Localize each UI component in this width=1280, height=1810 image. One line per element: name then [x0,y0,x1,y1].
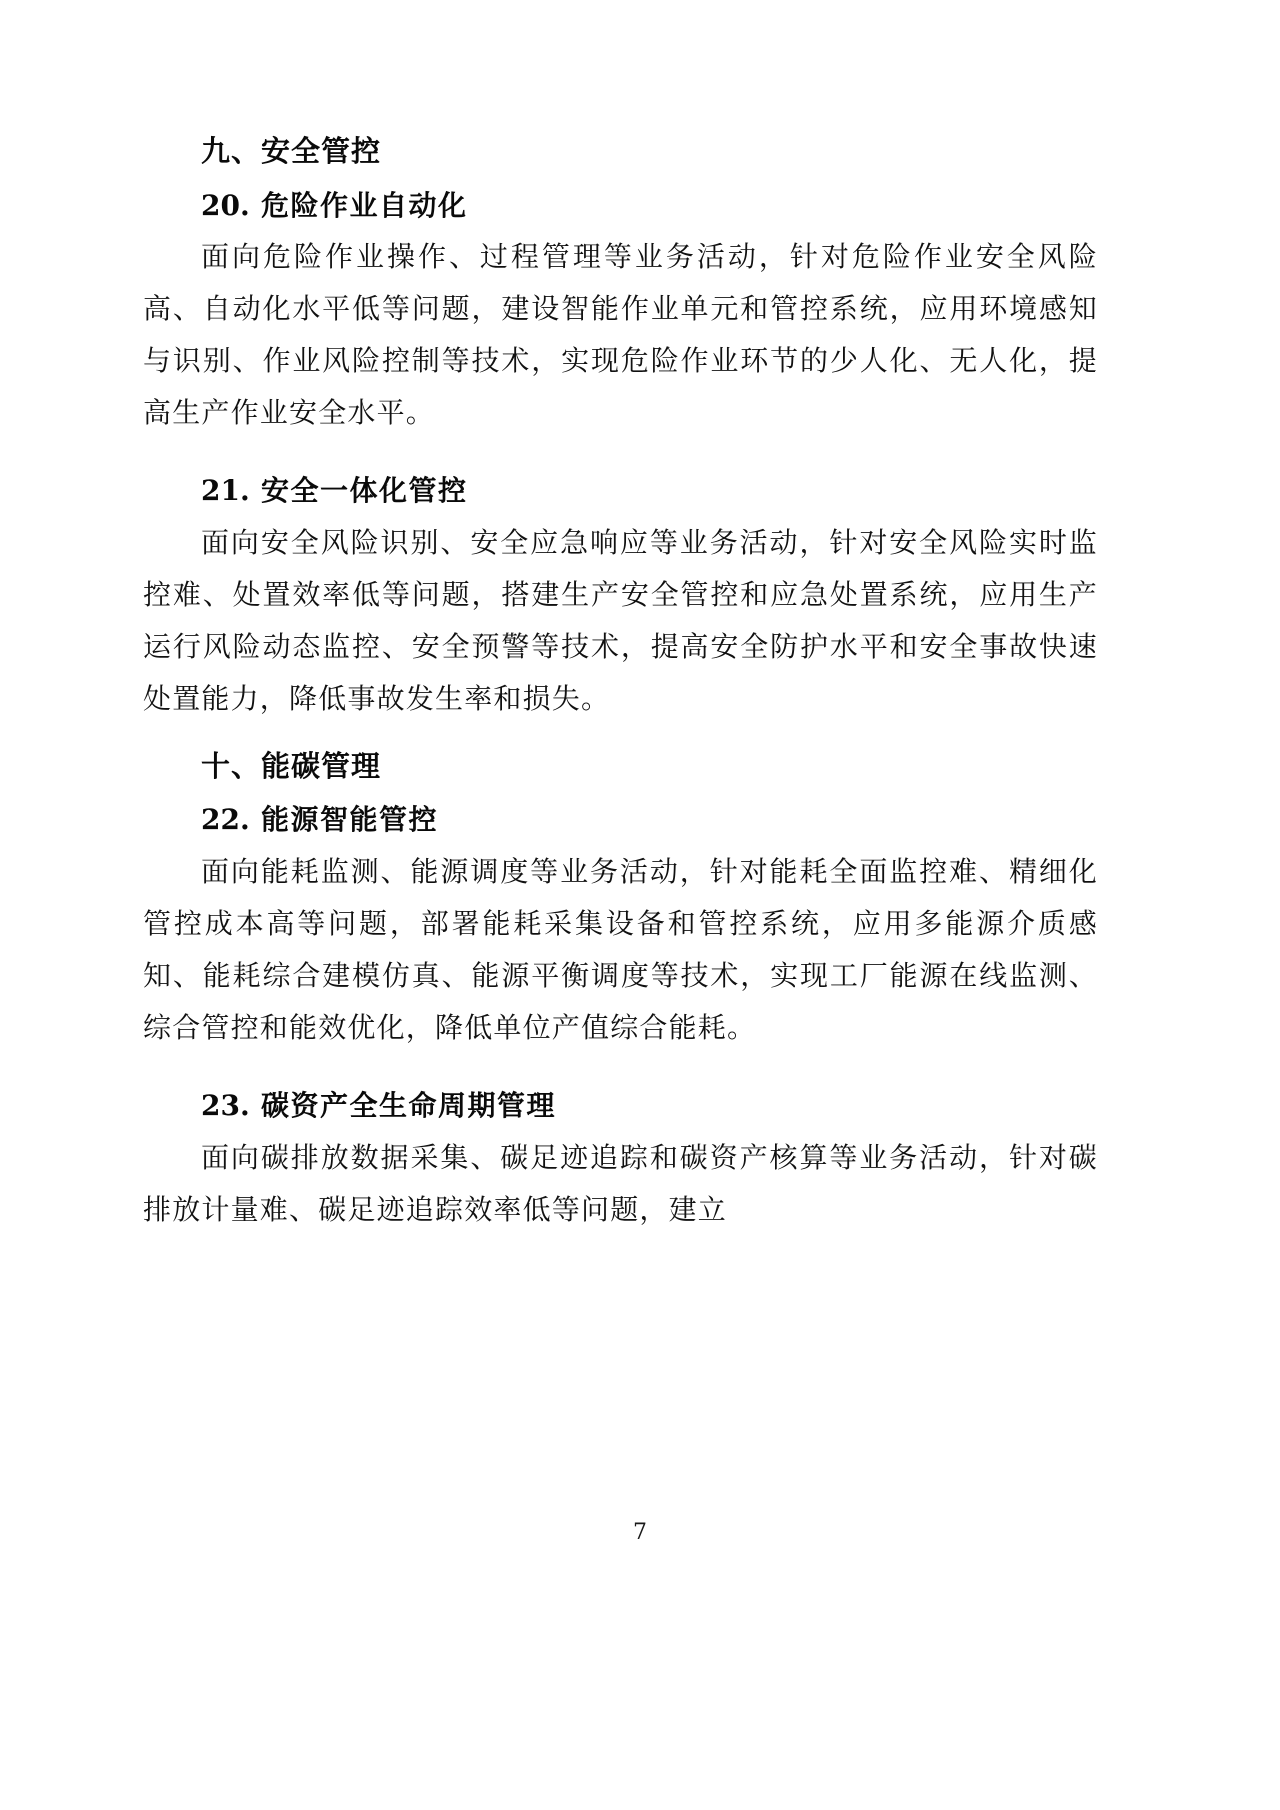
item-title-21: 安全一体化管控 [260,474,468,508]
paragraph-spacer [143,445,1098,459]
item-body-23: 面向碳排放数据采集、碳足迹追踪和碳资产核算等业务活动，针对碳排放计量难、碳足迹追踪效率低等问题，建立 [143,1140,1098,1226]
item-title-23: 碳资产全生命周期管理 [260,1089,556,1123]
item-body-22: 面向能耗监测、能源调度等业务活动，针对能耗全面监控难、精细化管控成本高等问题，部署能耗采集设备和管控系统，应用多能源介质感知、能耗综合建模仿真、能源平衡调度等技术，实现工厂能源在线监测、综合管控和能效优化，降低单位产值综合能耗。 [143,854,1098,1045]
item-heading-21 [143,469,1098,512]
item-number-22: 22. [201,803,250,837]
section-heading-safety-control: 九、安全管控 [201,134,382,168]
section-heading-energy-carbon-management: 十、能碳管理 [201,748,382,783]
item-title-20: 危险作业自动化 [260,188,468,222]
paragraph-spacer [143,1060,1098,1074]
page-number: 7 [633,1520,647,1545]
item-heading-22 [143,798,1098,841]
item-number-20: 20. [201,188,250,222]
item-heading-20 [143,184,1098,227]
item-heading-23 [143,1084,1098,1127]
page-content [143,130,1098,1242]
paragraph-spacer [143,731,1098,745]
item-body-21: 面向安全风险识别、安全应急响应等业务活动，针对安全风险实时监控难、处置效率低等问题，搭建生产安全管控和应急处置系统，应用生产运行风险动态监控、安全预警等技术，提高安全防护水平和安全事故快速处置能力，降低事故发生率和损失。 [143,525,1098,715]
item-number-23: 23. [201,1089,250,1123]
item-title-22: 能源智能管控 [260,803,438,837]
item-body-20: 面向危险作业操作、过程管理等业务活动，针对危险作业安全风险高、自动化水平低等问题，建设智能作业单元和管控系统，应用环境感知与识别、作业风险控制等技术，实现危险作业环节的少人化、无人化，提高生产作业安全水平。 [143,239,1098,430]
item-number-21: 21. [201,474,250,508]
